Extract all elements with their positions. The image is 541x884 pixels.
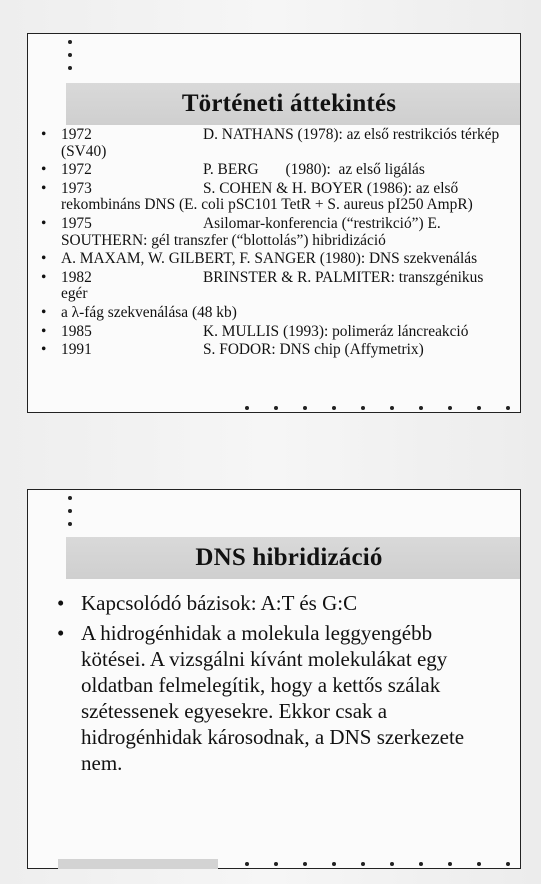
slide-title: DNS hibridizáció [195, 544, 383, 571]
list-item [28, 324, 518, 341]
item-text: D. NATHANS (1978): az első restrikciós térkép (SV40) [61, 126, 500, 160]
list-item [28, 342, 518, 359]
list-item [28, 305, 518, 322]
item-year: 1972 [61, 161, 92, 179]
slide-history [27, 33, 521, 413]
bullet-icon: • [41, 303, 47, 321]
item-year: 1972 [61, 126, 92, 143]
bullet-icon: • [41, 126, 47, 143]
item-year: 1991 [61, 341, 92, 359]
slide-hybridization [27, 489, 521, 869]
item-text: S. COHEN & H. BOYER (1986): az első rekombináns DNS (E. coli pSC101 TetR + S. aureus pI250 AmpR) [61, 179, 473, 214]
bottom-shade-decoration [58, 859, 218, 869]
bullet-icon: • [41, 179, 47, 197]
slide-title-bar [66, 537, 520, 579]
item-year: 1985 [61, 322, 92, 340]
horizontal-dots-decoration [245, 406, 510, 410]
list-item [28, 620, 516, 776]
list-item [28, 590, 516, 616]
item-text: K. MULLIS (1993): polimeráz láncreakció [203, 322, 469, 340]
bullet-icon: • [41, 161, 47, 179]
bullet-icon: • [57, 621, 65, 645]
item-year: 1975 [61, 214, 92, 232]
item-text: S. FODOR: DNS chip (Affymetrix) [203, 341, 424, 359]
list-item [28, 251, 518, 268]
list-item [28, 270, 518, 303]
item-text: A hidrogénhidak a molekula leggyengébb kötései. A vizsgálni kívánt molekulákat egy oldatban felmelegítik, hogy a kettős szálak szétessenek egyesekre. Ekkor csak a hidrogénhidak károsodnak, a DNS szerkezete nem. [81, 621, 465, 775]
item-text: BRINSTER & R. PALMITER: transzgénikus egér [61, 268, 484, 303]
slide-title: Történeti áttekintés [181, 90, 397, 117]
list-item [28, 216, 518, 249]
vertical-dots-decoration [68, 496, 72, 526]
history-list [28, 127, 518, 361]
bullet-icon: • [57, 591, 65, 615]
slide-title-bar [66, 83, 520, 125]
bullet-icon: • [41, 341, 47, 359]
item-year: 1982 [61, 268, 92, 286]
bullet-icon: • [41, 214, 47, 232]
item-text: a λ-fág szekvenálása (48 kb) [61, 303, 237, 321]
list-item [28, 127, 518, 160]
item-text: A. MAXAM, W. GILBERT, F. SANGER (1980): DNS szekvenálás [61, 250, 478, 268]
vertical-dots-decoration [68, 40, 72, 70]
hybridization-list [28, 590, 516, 780]
item-text: Asilomar-konferencia (“restrikció”) E. SOUTHERN: gél transzfer (“blottolás”) hibridizáció [61, 214, 441, 249]
horizontal-dots-decoration [245, 862, 510, 866]
item-year: 1973 [61, 179, 92, 197]
bullet-icon: • [41, 268, 47, 286]
bullet-icon: • [41, 250, 47, 268]
bullet-icon: • [41, 322, 47, 340]
list-item [28, 181, 518, 214]
item-text: Kapcsolódó bázisok: A:T és G:C [81, 591, 358, 615]
item-text: P. BERG (1980): az első ligálás [203, 161, 425, 179]
list-item [28, 162, 518, 179]
